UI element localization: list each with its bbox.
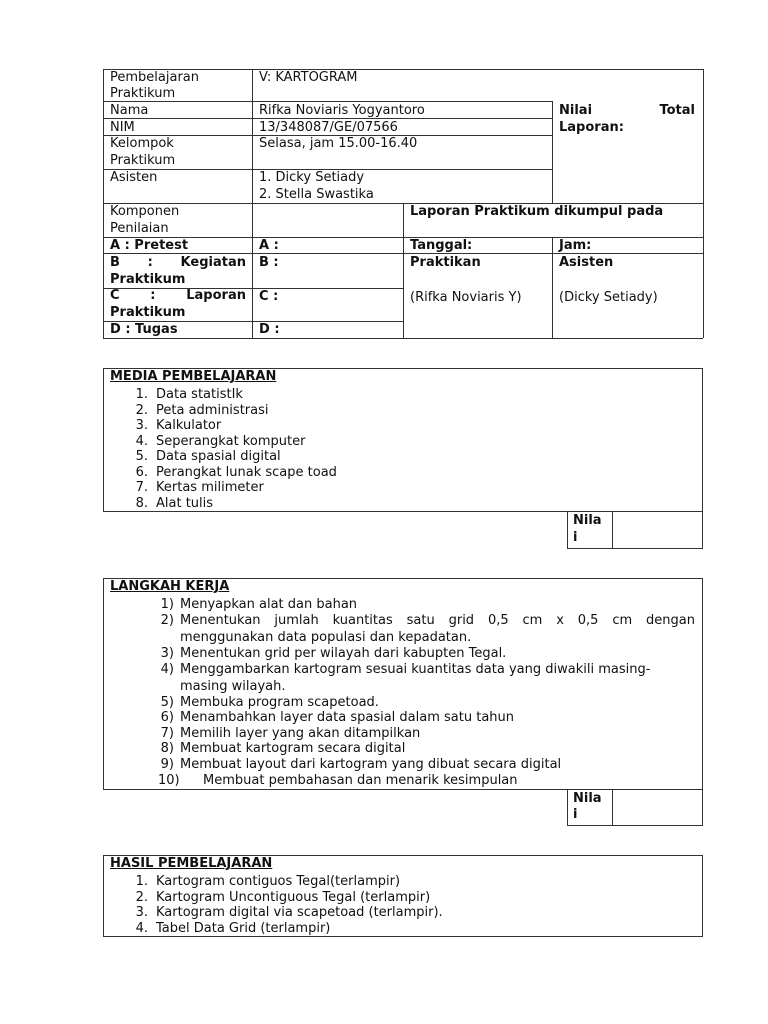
jam-label: Jam: (559, 238, 592, 253)
list-item (130, 495, 214, 511)
total-word: Total (659, 103, 695, 118)
kelompok-value: Selasa, jam 15.00-16.40 (259, 136, 418, 151)
list-number: 3. (135, 418, 148, 433)
asisten-label: Asisten (110, 170, 158, 185)
list-number: 7. (135, 480, 148, 495)
c-colon: : (150, 288, 156, 303)
list-text: Menentukan jumlah kuantitas satu grid 0,5 cm x 0,5 cm dengan (180, 613, 695, 628)
list-number: 7) (160, 726, 174, 741)
b-letter: B (110, 255, 120, 270)
komponen-label-cont: Penilaian (110, 221, 169, 236)
list-number: 1) (160, 597, 174, 612)
kelompok-label: Kelompok (110, 136, 174, 151)
kegiatan-label-cont: Praktikum (110, 272, 186, 287)
list-number: 6. (135, 464, 148, 480)
c-letter: C (110, 288, 120, 303)
list-text-cont: menggunakan data populasi dan kepadatan. (180, 630, 472, 645)
pembelajaran-value: V: KARTOGRAM (259, 70, 358, 85)
list-number: 1. (135, 874, 148, 889)
komponen-label: Komponen (110, 204, 180, 219)
hasil-list (130, 873, 443, 936)
list-item (130, 464, 337, 480)
media-list (130, 386, 337, 511)
list-number: 3. (135, 905, 148, 920)
list-number: 6) (160, 710, 174, 725)
nama-label: Nama (110, 103, 149, 118)
list-text: Kartogram Uncontiguous Tegal (terlampir) (156, 889, 431, 905)
list-number: 4. (135, 920, 148, 936)
list-item (130, 479, 264, 495)
langkah-nilai-field[interactable] (613, 790, 702, 825)
list-text: Menyapkan alat dan bahan (180, 597, 358, 612)
pembelajaran-label: Pembelajaran (110, 70, 199, 85)
pretest-label: A : Pretest (110, 238, 189, 253)
list-number: 4) (160, 662, 174, 677)
list-text: Menggambarkan kartogram sesuai kuantitas data yang diwakili masing- (180, 662, 651, 677)
list-number: 8. (135, 495, 148, 511)
list-item (130, 386, 243, 402)
nim-label: NIM (110, 120, 135, 135)
list-text: Tabel Data Grid (terlampir) (156, 920, 331, 936)
nim-value: 13/348087/GE/07566 (259, 120, 398, 135)
pembelajaran-label-cont: Praktikum (110, 86, 176, 101)
list-text: Kalkulator (156, 418, 222, 433)
list-item (130, 433, 306, 449)
list-number: 5) (160, 695, 174, 710)
tanggal-label: Tanggal: (410, 238, 473, 253)
langkah-nilai-label: Nila (573, 791, 602, 806)
list-text: Seperangkat komputer (156, 433, 306, 449)
laporan-dikumpul-label: Laporan Praktikum dikumpul pada (410, 204, 664, 219)
list-text: Data spasial digital (156, 449, 281, 464)
list-text: Memilih layer yang akan ditampilkan (180, 726, 421, 741)
list-item (130, 920, 331, 936)
list-text-cont: masing wilayah. (180, 679, 286, 694)
media-nilai-field[interactable] (613, 512, 702, 548)
media-nilai-label: Nila (573, 513, 602, 528)
tugas-label: D : Tugas (110, 322, 178, 337)
list-item (130, 904, 443, 920)
list-text: Kartogram digital via scapetoad (terlampir). (156, 905, 443, 920)
laporan-praktikum-value: C : (259, 289, 279, 304)
list-text: Kertas milimeter (156, 480, 264, 495)
list-number: 10) (158, 773, 180, 788)
list-text: Peta administrasi (156, 402, 269, 418)
list-item (130, 889, 431, 905)
list-number: 5. (135, 449, 148, 464)
list-text: Alat tulis (156, 495, 214, 511)
list-text: Membuat layout dari kartogram yang dibuat secara digital (180, 757, 562, 772)
list-number: 1. (135, 387, 148, 402)
list-text: Membuat kartogram secara digital (180, 741, 406, 756)
list-number: 3) (160, 646, 174, 661)
nama-value: Rifka Noviaris Yogyantoro (259, 103, 425, 118)
asisten-1: 1. Dicky Setiady (259, 170, 365, 185)
list-item (130, 448, 281, 464)
media-pembelajaran-title: MEDIA PEMBELAJARAN (110, 369, 277, 384)
list-text: Membuat pembahasan dan menarik kesimpulan (203, 773, 518, 788)
list-text: Perangkat lunak scape toad (156, 464, 337, 480)
b-word: Kegiatan (180, 255, 246, 270)
praktikan-name: (Rifka Noviaris Y) (410, 290, 522, 305)
kelompok-label-cont: Praktikum (110, 153, 176, 168)
kegiatan-value: B : (259, 255, 279, 270)
list-item (130, 873, 401, 889)
list-number: 2. (135, 402, 148, 418)
nilai-word: Nilai (559, 103, 593, 118)
laporan-praktikum-label-cont: Praktikum (110, 305, 186, 320)
langkah-nilai-label-cont: i (573, 807, 578, 822)
list-number: 9) (160, 757, 174, 772)
list-item (130, 402, 269, 418)
langkah-kerja-title: LANGKAH KERJA (110, 579, 230, 594)
hasil-pembelajaran-title: HASIL PEMBELAJARAN (110, 856, 273, 871)
list-text: Membuka program scapetoad. (180, 695, 379, 710)
list-number: 8) (160, 741, 174, 756)
praktikan-label: Praktikan (410, 255, 481, 270)
list-number: 2. (135, 889, 148, 905)
list-text: Menambahkan layer data spasial dalam satu tahun (180, 710, 515, 725)
kegiatan-label (110, 254, 246, 271)
list-number: 2) (160, 613, 174, 628)
tugas-value: D : (259, 322, 280, 337)
laporan-label: Laporan: (559, 120, 624, 135)
list-text: Menentukan grid per wilayah dari kabupten Tegal. (180, 646, 507, 661)
asisten-2: 2. Stella Swastika (259, 187, 374, 202)
asisten-name: (Dicky Setiady) (559, 290, 658, 305)
b-colon: : (147, 255, 153, 270)
asisten-sign-label: Asisten (559, 255, 614, 270)
media-nilai-label-cont: i (573, 530, 578, 545)
list-item (130, 417, 222, 433)
nilai-total-label (559, 102, 695, 119)
list-text: Kartogram contiguos Tegal(terlampir) (156, 874, 401, 889)
c-word: Laporan (186, 288, 246, 303)
laporan-praktikum-label (110, 287, 246, 304)
list-number: 4. (135, 433, 148, 449)
pretest-value: A : (259, 238, 279, 253)
list-text: Data statistIk (156, 387, 243, 402)
